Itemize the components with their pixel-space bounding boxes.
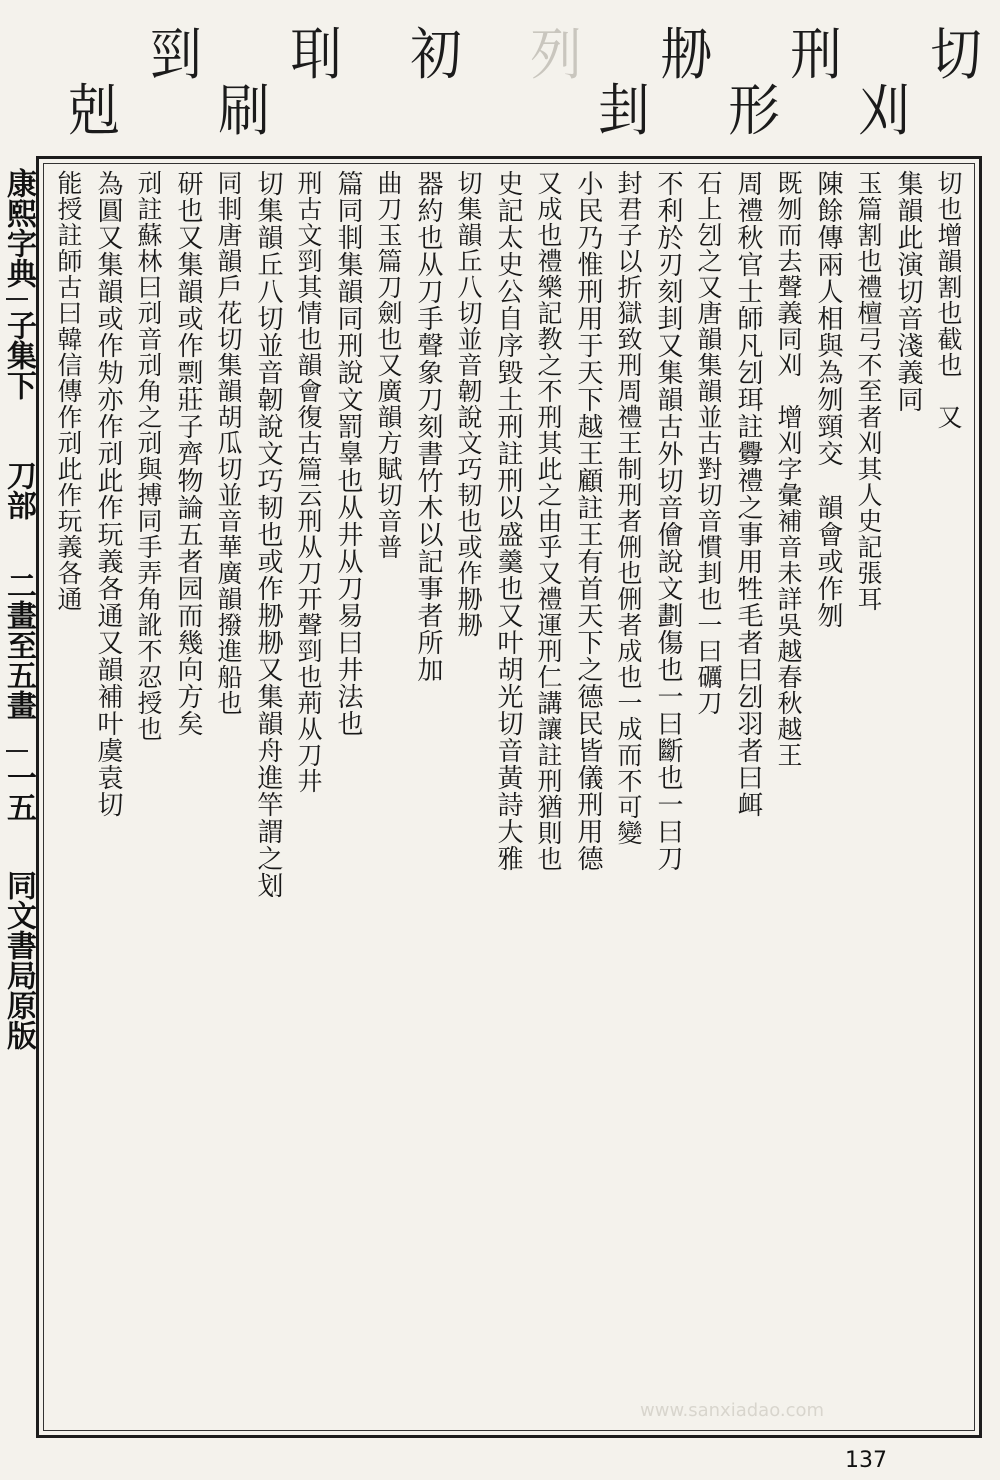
text-column: 刑古文剄其情也韻會復古篇云刑从刀开聲剄也荊从刀井	[294, 170, 323, 794]
text-column: 同剕唐韻戶花切集韻胡瓜切並音華廣韻撥進船也	[214, 170, 243, 716]
text-column: 封君子以折獄致刑周禮王制刑者侀也侀者成也一成而不可變	[614, 170, 643, 846]
seal-glyph: 刱	[660, 23, 712, 88]
page-number: 137	[845, 1448, 887, 1473]
seal-script-strip	[40, 14, 990, 150]
text-column: 切也增韻割也截也 又	[934, 170, 963, 430]
section-label: 子集下	[1, 310, 36, 400]
seal-glyph: 剄	[150, 23, 202, 88]
text-column: 為圓又集韻或作劮亦作刓此作玩義各通又韻補叶虞袁切	[93, 170, 123, 818]
seal-glyph: 剋	[68, 79, 120, 144]
seal-glyph: 刵	[290, 23, 342, 88]
margin-divider	[6, 750, 28, 752]
text-column: 曲刀玉篇刀劍也又廣韻方賦切音普	[374, 170, 403, 560]
seal-glyph: 初	[410, 23, 462, 88]
text-column: 陳餘傳兩人相與為刎頸交 韻會或作刎	[813, 170, 843, 629]
seal-group	[720, 14, 850, 150]
seal-glyph: 切	[930, 23, 982, 88]
seal-group	[590, 14, 720, 150]
seal-glyph: 刑	[790, 23, 842, 88]
text-column: 玉篇割也禮檀弓不至者刈其人史記張耳	[854, 170, 883, 612]
text-column: 既刎而去聲義同刈 增刈字彙補音未詳吳越春秋越王	[774, 170, 803, 768]
text-column: 能授註師古曰韓信傳作刓此作玩義各通	[54, 170, 83, 612]
seal-group	[210, 14, 350, 150]
dictionary-page-frame	[36, 156, 982, 1438]
text-column: 史記太史公自序毀土刑註刑以盛羹也又叶胡光切音黃詩大雅	[493, 170, 523, 872]
text-column: 刓註蘇林曰刓音刓角之刓與搏同手弄角訛不忍授也	[134, 170, 163, 742]
text-column: 切集韻丘八切並音韌說文巧韧也或作刱刱又集韻舟進竿謂之划	[253, 170, 283, 899]
text-column: 周禮秋官士師凡刉珥註釁禮之事用牲毛者曰刉羽者曰衈	[733, 170, 763, 818]
text-column: 又成也禮樂記教之不刑其此之由乎又禮運刑仁講讓註刑猶則也	[534, 170, 563, 872]
margin-divider	[6, 298, 28, 300]
text-column: 研也又集韻或作剽莊子齊物論五者园而幾向方矣	[173, 170, 203, 737]
seal-glyph: 形	[728, 79, 780, 144]
text-columns	[50, 170, 968, 1424]
seal-group	[850, 14, 990, 150]
leaf-number: 一五	[1, 762, 36, 822]
seal-glyph: 列	[530, 23, 582, 88]
watermark: www.sanxiadao.com	[640, 1400, 825, 1421]
seal-glyph: 刷	[218, 79, 270, 144]
text-column: 切集韻丘八切並音韌說文巧韧也或作刱刱	[454, 170, 483, 638]
text-column: 小民乃惟刑用于天下越王顧註王有首天下之德民皆儀刑用德	[573, 170, 603, 872]
seal-group	[470, 14, 590, 150]
text-column: 集韻此演切音淺義同	[893, 170, 923, 413]
text-column: 不利於刃刻刲又集韻古外切音儈說文劃傷也一曰斷也一曰刀	[653, 170, 683, 872]
seal-glyph: 刈	[858, 79, 910, 144]
seal-group	[60, 14, 210, 150]
seal-glyph: 刲	[598, 79, 650, 144]
radical-label: 刀部	[1, 460, 36, 520]
margin-running-title	[0, 150, 34, 1450]
text-column: 篇同剕集韻同刑說文罰辠也从井从刀易曰井法也	[333, 170, 363, 737]
dictionary-page-inner-frame	[43, 163, 975, 1431]
text-column: 石上刉之又唐韻集韻並古對切音慣刲也一曰礪刀	[694, 170, 723, 716]
text-column: 器約也从刀手聲象刀刻書竹木以記事者所加	[413, 170, 443, 683]
publisher-label: 同文書局原版	[1, 870, 36, 1050]
stroke-range-label: 二畫至五畫	[1, 570, 36, 720]
book-title: 康熙字典	[1, 168, 36, 288]
seal-group	[350, 14, 470, 150]
